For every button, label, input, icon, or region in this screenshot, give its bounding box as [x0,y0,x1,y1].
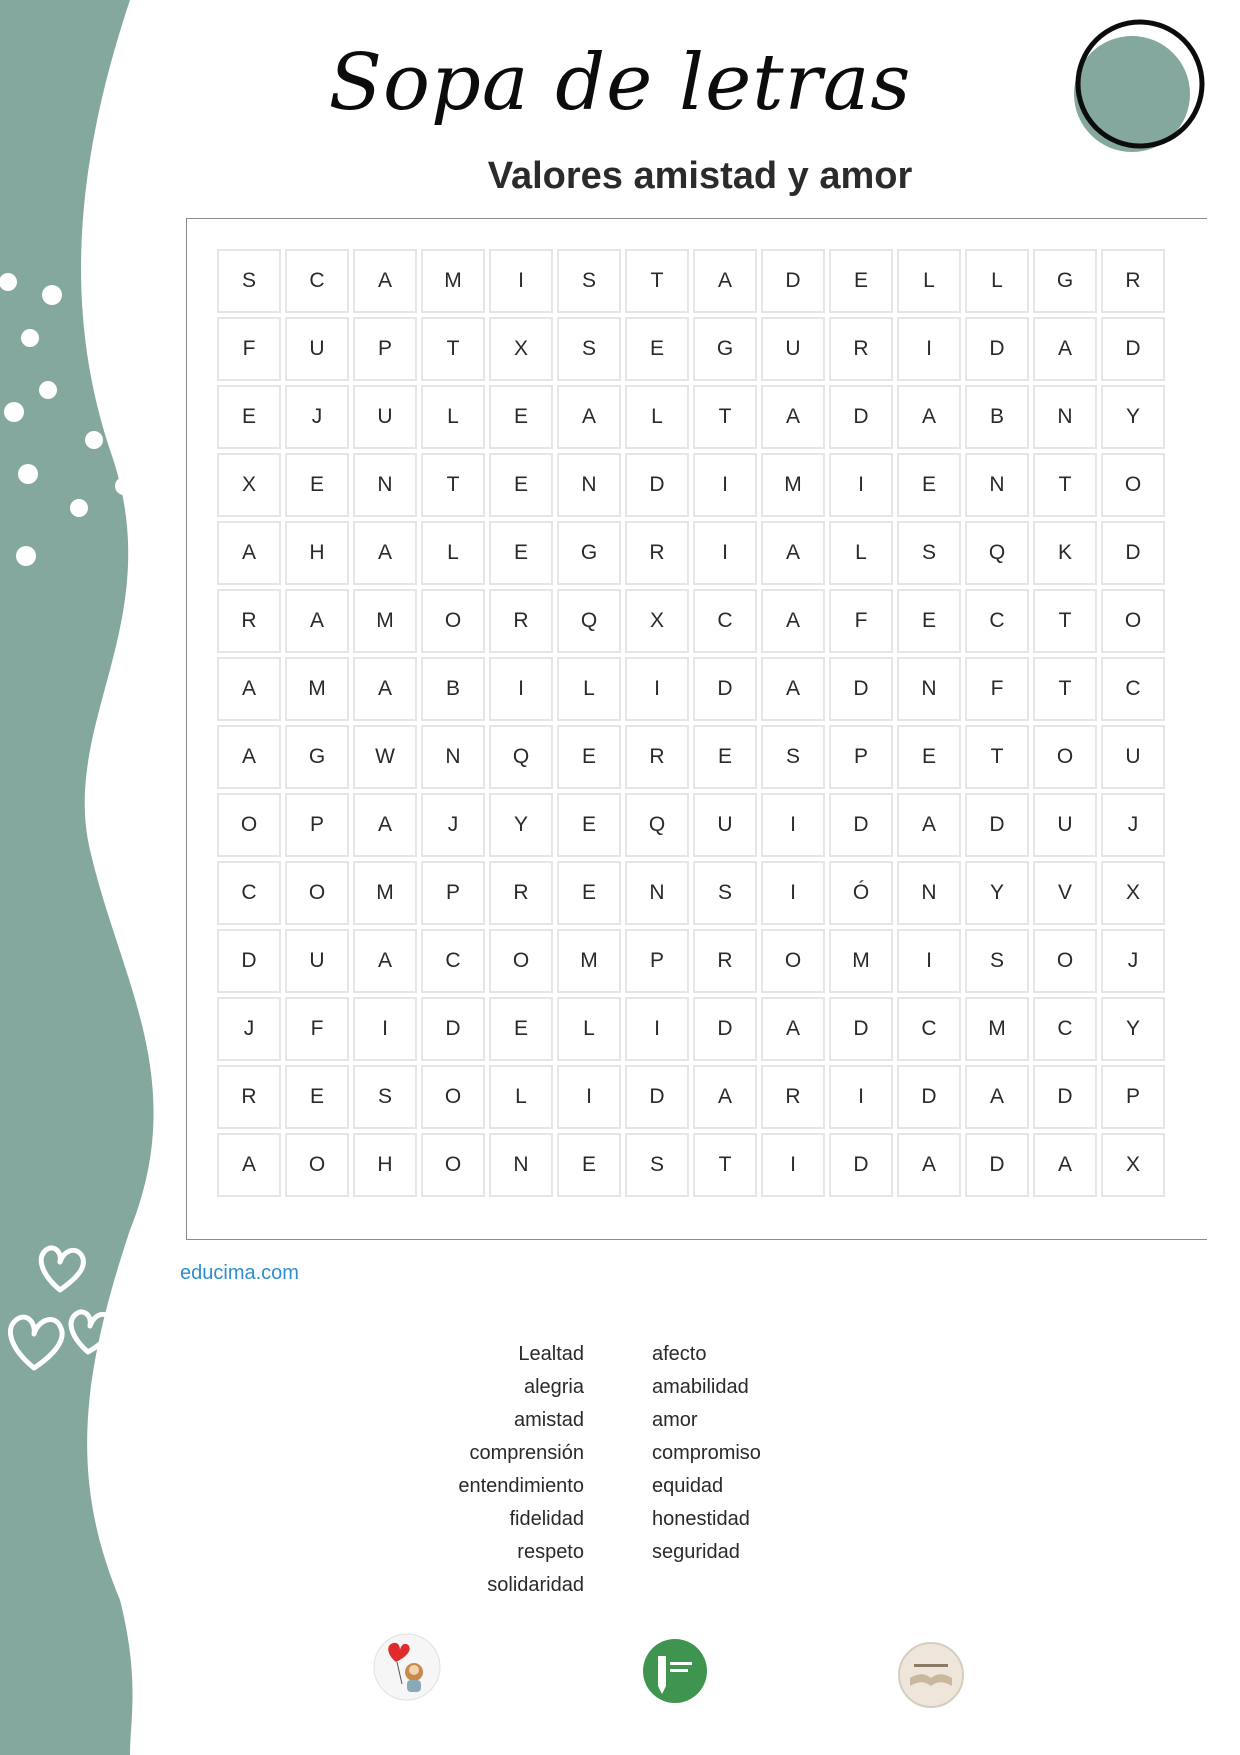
grid-cell: I [761,861,825,925]
grid-cell: A [353,521,417,585]
grid-cell: A [761,385,825,449]
word-list-left [380,1338,584,1602]
grid-cell: C [421,929,485,993]
word-list-item: solidaridad [487,1574,584,1596]
word-list-item: Lealtad [518,1343,584,1365]
grid-cell: A [693,249,757,313]
grid-cell: Q [557,589,621,653]
word-list-item: comprensión [469,1442,584,1464]
grid-cell: Q [489,725,553,789]
grid-cell: I [489,657,553,721]
grid-cell: S [693,861,757,925]
grid-cell: M [353,861,417,925]
grid-cell: F [217,317,281,381]
grid-cell: A [693,1065,757,1129]
grid-cell: P [353,317,417,381]
grid-cell: I [761,793,825,857]
grid-cell: F [965,657,1029,721]
grid-cell: U [761,317,825,381]
grid-cell: E [489,453,553,517]
grid-cell: F [829,589,893,653]
grid-cell: A [761,521,825,585]
grid-cell: A [897,793,961,857]
grid-cell: A [217,725,281,789]
word-list-item: honestidad [652,1508,750,1530]
subtitle: Valores amistad y amor [487,155,913,197]
grid-cell: R [625,725,689,789]
grid-cell: A [897,1133,961,1197]
grid-cell: D [1101,521,1165,585]
grid-cell: D [625,453,689,517]
circle-icon [1070,18,1210,158]
grid-cell: A [761,657,825,721]
grid-cell: P [625,929,689,993]
grid-cell: P [1101,1065,1165,1129]
grid-cell: I [625,997,689,1061]
word-list-right [652,1338,912,1569]
grid-cell: G [1033,249,1097,313]
grid-cell: O [285,1133,349,1197]
grid-cell: C [285,249,349,313]
grid-cell: C [217,861,281,925]
grid-cell: E [829,249,893,313]
grid-cell: N [489,1133,553,1197]
grid-cell: R [829,317,893,381]
grid-cell: E [285,1065,349,1129]
grid-cell: A [217,657,281,721]
grid-cell: D [897,1065,961,1129]
grid-cell: S [353,1065,417,1129]
word-list-item: afecto [652,1343,707,1365]
grid-cell: O [761,929,825,993]
grid-cell: L [897,249,961,313]
grid-cell: X [1101,1133,1165,1197]
grid-cell: T [1033,657,1097,721]
grid-cell: D [965,1133,1029,1197]
grid-cell: L [557,997,621,1061]
grid-cell: L [965,249,1029,313]
book-logo [896,1640,966,1710]
grid-cell: E [897,589,961,653]
word-list-item: compromiso [652,1442,761,1464]
word-list-item: alegria [523,1376,584,1398]
grid-cell: V [1033,861,1097,925]
grid-cell: U [1101,725,1165,789]
grid-cell: B [965,385,1029,449]
grid-cell: Y [965,861,1029,925]
grid-cell: M [421,249,485,313]
grid-cell: A [1033,317,1097,381]
grid-cell: D [1101,317,1165,381]
grid-cell: S [557,317,621,381]
grid-cell: D [829,1133,893,1197]
grid-cell: R [625,521,689,585]
grid-cell: L [625,385,689,449]
word-search-board [186,218,1207,1240]
grid-cell: D [829,385,893,449]
grid-cell: C [965,589,1029,653]
grid-cell: X [489,317,553,381]
grid-cell: R [217,589,281,653]
grid-cell: D [625,1065,689,1129]
grid-cell: I [897,317,961,381]
grid-cell: I [897,929,961,993]
grid-cell: T [421,317,485,381]
grid-cell: E [897,453,961,517]
grid-cell: J [217,997,281,1061]
word-list-item: fidelidad [509,1508,584,1530]
grid-cell: D [965,317,1029,381]
grid-cell: T [965,725,1029,789]
grid-cell: Y [1101,385,1165,449]
grid-cell: E [217,385,281,449]
grid-cell: A [285,589,349,653]
grid-cell: D [761,249,825,313]
word-list-item: amor [652,1409,698,1431]
grid-cell: J [1101,793,1165,857]
grid-cell: O [421,1065,485,1129]
grid-cell: O [1101,589,1165,653]
grid-cell: L [421,521,485,585]
grid-cell: M [829,929,893,993]
grid-cell: D [829,997,893,1061]
grid-cell: J [1101,929,1165,993]
grid-cell: W [353,725,417,789]
grid-cell: A [557,385,621,449]
grid-cell: S [897,521,961,585]
grid-cell: L [829,521,893,585]
grid-cell: O [421,1133,485,1197]
grid-cell: D [829,793,893,857]
grid-cell: R [489,589,553,653]
source-link[interactable]: educima.com [180,1262,299,1284]
grid-cell: D [693,657,757,721]
grid-cell: P [829,725,893,789]
grid-cell: N [557,453,621,517]
pencil-logo [640,1636,710,1706]
grid-cell: N [897,657,961,721]
grid-cell: I [829,453,893,517]
grid-cell: M [761,453,825,517]
grid-cell: N [625,861,689,925]
grid-cell: U [285,317,349,381]
grid-cell: D [829,657,893,721]
grid-cell: U [285,929,349,993]
word-list-item: entendimiento [458,1475,584,1497]
grid-cell: O [1033,725,1097,789]
grid-cell: T [1033,453,1097,517]
grid-cell: S [761,725,825,789]
grid-cell: T [693,385,757,449]
grid-cell: I [353,997,417,1061]
grid-cell: E [557,793,621,857]
grid-cell: I [625,657,689,721]
grid-cell: C [897,997,961,1061]
grid-cell: J [421,793,485,857]
grid-cell: A [353,929,417,993]
grid-cell: D [693,997,757,1061]
word-list-item: respeto [517,1541,584,1563]
grid-cell: T [1033,589,1097,653]
grid-cell: S [625,1133,689,1197]
grid-cell: Q [625,793,689,857]
grid-cell: I [693,453,757,517]
grid-cell: M [965,997,1029,1061]
grid-cell: A [761,589,825,653]
grid-cell: T [421,453,485,517]
grid-cell: N [1033,385,1097,449]
grid-cell: U [1033,793,1097,857]
grid-cell: N [965,453,1029,517]
grid-cell: E [557,725,621,789]
grid-cell: I [761,1133,825,1197]
grid-cell: P [421,861,485,925]
grid-cell: N [421,725,485,789]
grid-cell: H [285,521,349,585]
grid-cell: A [217,1133,281,1197]
word-list-item: amabilidad [652,1376,749,1398]
grid-cell: A [761,997,825,1061]
grid-cell: A [353,249,417,313]
grid-cell: A [217,521,281,585]
grid-cell: D [965,793,1029,857]
grid-cell: C [1033,997,1097,1061]
grid-cell: R [1101,249,1165,313]
grid-cell: A [965,1065,1029,1129]
grid-cell: R [489,861,553,925]
grid-cell: R [761,1065,825,1129]
grid-cell: E [897,725,961,789]
grid-cell: E [285,453,349,517]
grid-cell: E [693,725,757,789]
grid-cell: L [421,385,485,449]
grid-cell: A [353,657,417,721]
grid-cell: X [1101,861,1165,925]
grid-cell: S [217,249,281,313]
grid-cell: I [829,1065,893,1129]
grid-cell: J [285,385,349,449]
letter-grid [217,249,1165,1197]
grid-cell: C [1101,657,1165,721]
grid-cell: D [1033,1065,1097,1129]
grid-cell: T [625,249,689,313]
grid-cell: E [489,997,553,1061]
grid-cell: G [693,317,757,381]
grid-cell: E [557,861,621,925]
grid-cell: S [557,249,621,313]
grid-cell: O [421,589,485,653]
grid-cell: F [285,997,349,1061]
grid-cell: P [285,793,349,857]
grid-cell: C [693,589,757,653]
grid-cell: G [285,725,349,789]
page-title: Sopa de letras [328,38,912,128]
grid-cell: D [217,929,281,993]
grid-cell: X [625,589,689,653]
grid-cell: Y [489,793,553,857]
grid-cell: I [489,249,553,313]
grid-cell: M [353,589,417,653]
grid-cell: Q [965,521,1029,585]
grid-cell: O [285,861,349,925]
grid-cell: A [353,793,417,857]
grid-cell: N [353,453,417,517]
grid-cell: M [285,657,349,721]
grid-cell: U [353,385,417,449]
grid-cell: B [421,657,485,721]
grid-cell: O [1101,453,1165,517]
grid-cell: E [557,1133,621,1197]
grid-cell: T [693,1133,757,1197]
grid-cell: G [557,521,621,585]
grid-cell: A [1033,1133,1097,1197]
grid-cell: I [557,1065,621,1129]
grid-cell: A [897,385,961,449]
word-list-item: equidad [652,1475,724,1497]
grid-cell: R [217,1065,281,1129]
grid-cell: E [625,317,689,381]
grid-cell: E [489,521,553,585]
grid-cell: L [557,657,621,721]
grid-cell: O [1033,929,1097,993]
heart-balloon-logo [372,1632,442,1702]
grid-cell: H [353,1133,417,1197]
grid-cell: D [421,997,485,1061]
grid-cell: U [693,793,757,857]
grid-cell: Y [1101,997,1165,1061]
grid-cell: N [897,861,961,925]
grid-cell: K [1033,521,1097,585]
word-list-item: amistad [513,1409,584,1431]
grid-cell: I [693,521,757,585]
grid-cell: O [489,929,553,993]
grid-cell: E [489,385,553,449]
grid-cell: L [489,1065,553,1129]
grid-cell: S [965,929,1029,993]
grid-cell: Ó [829,861,893,925]
grid-cell: X [217,453,281,517]
grid-cell: M [557,929,621,993]
grid-cell: R [693,929,757,993]
word-list-item: seguridad [652,1541,740,1563]
grid-cell: O [217,793,281,857]
